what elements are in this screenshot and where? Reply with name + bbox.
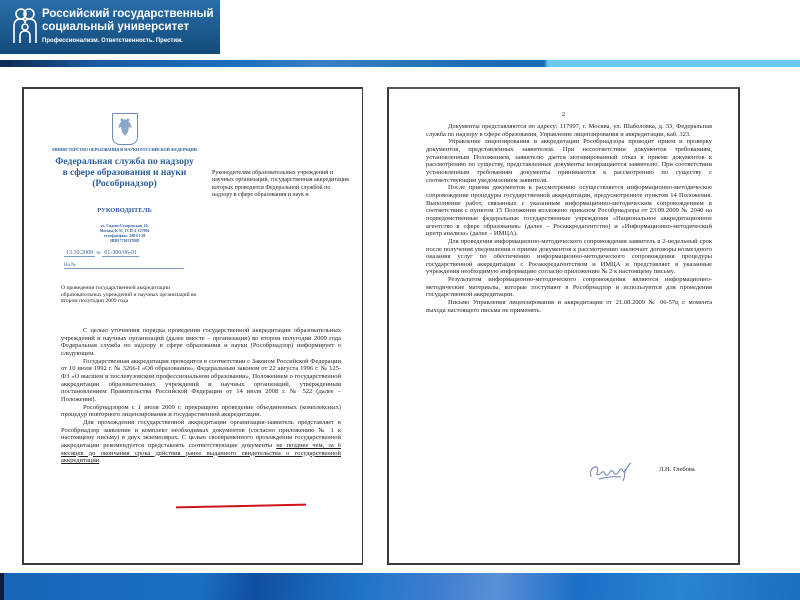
signer-name: Л.Н. Глебова <box>659 466 695 473</box>
head-title: РУКОВОДИТЕЛЬ <box>97 207 152 214</box>
letter-body <box>61 327 341 465</box>
paragraph: Письмо Управления лицензирования и аккредитации от 21.08.2009 № 06-57ц с момента выхода настоящего письма не применять. <box>426 299 712 314</box>
service-name: Федеральная служба по надзору в сфере образования и науки (Рособрнадзор) <box>55 157 194 189</box>
service-address <box>52 224 197 244</box>
paragraph: После приема документов к рассмотрению осуществляется информационно-методическое сопровождение процедуры государственной аккредитации, предусмотренное пунктом 14 Положения. Выполнение работ, связанных с указанным информационно-методическим сопровождением в соответствии с пунктом 15 Положения возложено приказом Рособрнадзора от 23.09.2009 № 2040 на подведомственные федеральные государственные учреждения «Национальное аккредитационное агентство в сфере образования» (далее – Росаккредагентство) и «Информационно-методический центр анализа» (далее – ИМЦА). <box>426 184 712 238</box>
paragraph-text: Для прохождения государственной аккредитации организация-заявитель представляет в Рособрнадзор заявление и комплект необходимых документов (согласно приложению № 1 к настоящему письму) в двух экземплярах. С целью своевременного прохождения государственной аккредитации рекомендуется представлять соответствующие документы <box>61 418 341 449</box>
address-line: ул. Садово-Сухаревская, 16, <box>100 224 149 228</box>
document-page-2 <box>387 87 740 565</box>
paragraph: Рособрнадзором с 1 июля 2009 г. прекращено проведение объединенных (комплексных) процедур повторного лицензирования и государственной аккредитации. <box>61 403 341 419</box>
paragraph: Для проведения информационно-методического сопровождения заявитель в 2-недельный срок после получения уведомления о приеме документов к рассмотрению заключает договоры возмездного оказания услуг по обеспечению информационно-методического сопровождения процедуры государственной аккредитации с Росаккредагентством и ИМЦА и представляет в указанные учреждения необходимую информацию согласно приложению № 2 к настоящему письму. <box>426 237 712 276</box>
red-highlight-line <box>176 504 306 509</box>
paragraph: Управление лицензирования и аккредитации Рособрнадзора проводит прием и проверку документов, представленных заявителем. При несоответствии документов требованиям, установленным Положением, заявителю дается мотивированный отказ в приеме документов к рассмотрению по существу, представленные документы возвращаются заявителю. При соответствии установленным требованиям документы принимаются к рассмотрению по существу с соответствующим уведомлением заявителя. <box>426 138 712 184</box>
letter-number: 01-300/06-01 <box>104 250 137 256</box>
letter-date: 13.10.2009 <box>66 250 93 256</box>
coat-of-arms-icon <box>112 113 138 145</box>
paragraph: С целью уточнения порядка проведения государственной аккредитации образовательных учреждений и научных организаций (далее вместе – организации) во втором полугодии 2009 года Федеральная служба по надзору в сфере образования и науки (Рособрнадзор) информирует о следующем. <box>61 327 341 357</box>
letter-subject: О проведении государственной аккредитации образовательных учреждений и научных организаций во втором полугодии 2009 года <box>61 285 197 304</box>
paragraph: Государственная аккредитация проводится в соответствии с Законом Российской Федерации от 10 июля 1992 г. № 3266-I «Об образовании», Федеральным законом от 22 августа 1996 г. № 125-ФЗ «О высшем и послевузовском профессиональном образовании», Положением о государственной аккредитации образовательных учреждений и научных организаций, утвержденным постановлением Правительства Российской Федерации от 14 июля 2008 г. № 522 (далее – Положение). <box>61 357 341 403</box>
university-name-line2: социальный университет <box>42 20 190 33</box>
address-line: Москва, К-51, ГСП-4, 127994 <box>99 229 150 233</box>
paragraph <box>61 419 341 465</box>
reference-row: На № <box>64 263 184 269</box>
number-sign: № <box>96 250 101 255</box>
letter-body <box>426 123 712 314</box>
university-name <box>42 8 214 33</box>
phone-line: телефон/факс: 208-61-58 <box>103 234 146 238</box>
family-figures-icon <box>12 8 38 44</box>
document-page-1 <box>22 87 363 565</box>
page-number: 2 <box>561 111 566 118</box>
paragraph-end: . <box>99 457 101 465</box>
university-slogan: Профессионализм. Ответственность. Престиж. <box>42 38 183 44</box>
handwritten-signature-icon <box>587 459 635 483</box>
university-name-line1: Российский государственный <box>42 8 214 20</box>
underlined-deadline-text: не позднее чем, за 6 месяцев до окончания срока действия ранее выданного свидетельства о государственной аккредитации <box>61 441 341 465</box>
inn-line: ИНН 7701537808 <box>110 239 139 243</box>
paragraph: Документы представляются по адресу: 117997, г. Москва, ул. Шаболовка, д. 33, Федеральная служба по надзору в сфере образования, Управление лицензирования и аккредитации, каб. 323. <box>426 123 712 138</box>
ministry-name: МИНИСТЕРСТВО ОБРАЗОВАНИЯ И НАУКИ РОССИЙСКОЙ ФЕДЕРАЦИИ <box>52 147 197 152</box>
university-banner <box>0 0 220 54</box>
date-number-row <box>64 250 184 257</box>
header-stripe <box>0 60 800 67</box>
footer-band <box>0 573 800 600</box>
paragraph: Результатом информационно-методического сопровождения являются информационно-методические материалы, которые поступают в Рособрнадзор и используются для проведения государственной аккредитации. <box>426 276 712 299</box>
addressee-block: Руководителям образовательных учреждений и научных организаций, государственная аккредитация которых проводится Федеральной службой по надзору в сфере образования и наук и <box>212 170 349 199</box>
